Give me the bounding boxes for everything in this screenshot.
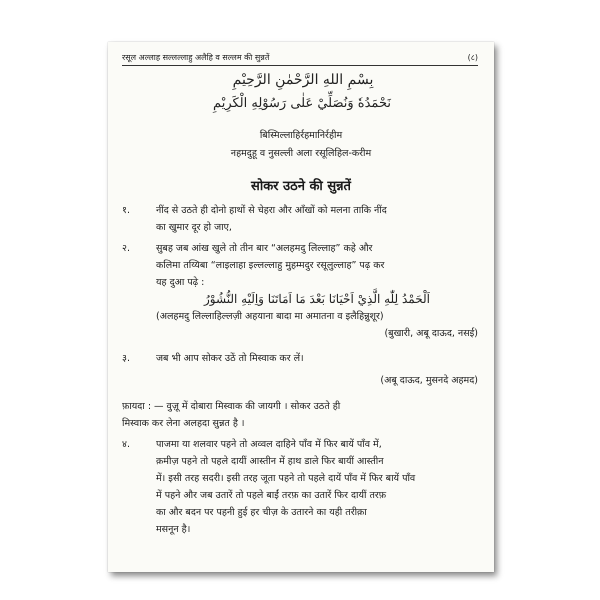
dua-transliteration: (अलहमदु लिल्लाहिल्लज़ी अहयाना बादा मा अमातना व इलैहिन्नुशूर) bbox=[156, 311, 384, 322]
item-text bbox=[156, 436, 478, 538]
text-line: मिस्वाक कर लेना अलहदा सुन्नत है । bbox=[122, 418, 245, 429]
bismillah-hindi: बिस्मिल्लाहिर्रहमानिर्रहीम bbox=[259, 130, 343, 141]
text-line: का और बदन पर पहनी हुई हर चीज़ के उतारने का यही तरीक़ा bbox=[156, 507, 367, 518]
text-line: यह दुआ पढ़े : bbox=[156, 277, 205, 288]
item-text bbox=[156, 240, 478, 342]
text-line: क़मीज़ पहने तो पहले दायीं आस्तीन में हाथ डाले फिर बायीं आस्तीन bbox=[156, 456, 384, 467]
item-number: ४. bbox=[122, 439, 130, 450]
text-line: नींद से उठते ही दोनो हाथों से चेहरा और आँखों को मलना ताकि नींद bbox=[156, 205, 387, 216]
bismillah-arabic: بِسْمِ اللهِ الرَّحْمٰنِ الرَّحِيْمِ bbox=[232, 72, 374, 88]
item-text bbox=[156, 350, 478, 367]
item-number: १. bbox=[122, 205, 130, 216]
text-line: में। इसी तरह सदरी। इसी तरह जूता पहने तो पहले दायें पाँव में फिर बायें पाँव bbox=[156, 473, 416, 484]
book-page bbox=[108, 42, 494, 572]
item-text bbox=[156, 202, 478, 236]
nahmadu-arabic: نَحْمَدُهٗ وَنُصَلِّيْ عَلٰى رَسُوْلِهِ الْكَرِيْمِ bbox=[213, 96, 391, 111]
page-number: (८) bbox=[467, 53, 478, 62]
text-line: सुबह जब आंख खुले तो तीन बार “अलहमदु लिल्लाह” कहे और bbox=[156, 243, 373, 254]
fayda-note bbox=[122, 398, 478, 432]
item-3-reference: (अबू दाऊद, मुसनदे अहमद) bbox=[380, 375, 478, 386]
text-line: का खुमार दूर हो जाए, bbox=[156, 222, 232, 233]
text-line: कलिमा तय्यिबा “लाइलाहा इल्लल्लाहु मुहम्मदुर रसूलुल्लाह” पढ़ कर bbox=[156, 260, 385, 271]
item-number: ३. bbox=[122, 353, 130, 364]
section-title: सोकर उठने की सुन्नतें bbox=[251, 179, 351, 194]
text-line: में पहने और जब उतारें तो पहले बाईं तरफ़ का उतारें फिर दायीं तरफ़ bbox=[156, 490, 387, 501]
item-number: २. bbox=[122, 243, 130, 254]
text-line: जब भी आप सोकर उठें तो मिस्वाक कर लें। bbox=[156, 353, 304, 364]
header-title: रसूल अल्लाह सल्लल्लाहु अलैहि व सल्लम की सुन्नतें bbox=[122, 53, 270, 62]
nahmadu-hindi: नहमदुहू व नुसल्ली अला रसूलिहिल-करीम bbox=[230, 148, 372, 159]
dua-arabic: اَلْحَمْدُ لِلّٰهِ الَّذِيْ اَحْيَانَا بَعْدَ مَا اَمَاتَنَا وَاِلَيْهِ النُّشُوْرُ bbox=[204, 292, 430, 306]
text-line: पाजमा या शलवार पहने तो अव्वल दाहिने पाँव में फिर बायें पाँव में, bbox=[156, 439, 382, 450]
dua-reference: (बुखारी, अबू दाऊद, नसई) bbox=[384, 328, 478, 339]
text-line: मसनून है। bbox=[156, 524, 191, 535]
text-line: फ़ायदा : — वुज़ू में दोबारा मिस्वाक की जायगी । सोकर उठते ही bbox=[122, 401, 341, 412]
running-header bbox=[122, 52, 478, 66]
